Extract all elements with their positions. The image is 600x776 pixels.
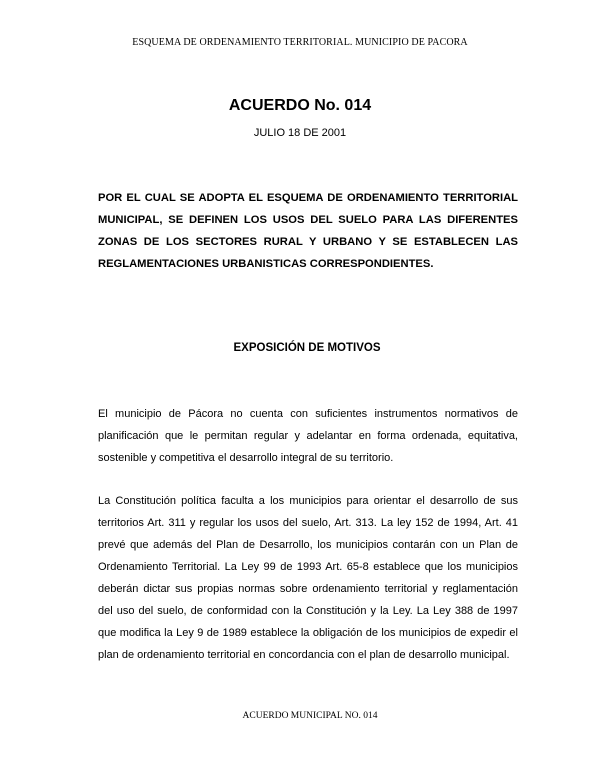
page-footer: ACUERDO MUNICIPAL NO. 014 xyxy=(242,711,378,721)
document-purpose: POR EL CUAL SE ADOPTA EL ESQUEMA DE ORDENAMIENTO TERRITORIAL MUNICIPAL, SE DEFINEN LOS USOS DEL SUELO PARA LAS DIFERENTES ZONAS DE LOS SECTORES RURAL Y URBANO Y SE ESTABLECEN LAS REGLAMENTACIONES URBANISTICAS CORRESPONDIENTES. xyxy=(98,192,518,270)
document-date: JULIO 18 DE 2001 xyxy=(253,127,347,139)
paragraph: El municipio de Pácora no cuenta con suficientes instrumentos normativos de planificación que le permitan regular y adelantar en forma ordenada, equitativa, sostenible y competitiva el desarrollo integral de su territorio. xyxy=(98,408,518,464)
section-heading: EXPOSICIÓN DE MOTIVOS xyxy=(233,342,381,354)
paragraph: La Constitución política faculta a los municipios para orientar el desarrollo de sus territorios Art. 311 y regular los usos del suelo, Art. 313. La ley 152 de 1994, Art. 41 prevé que además del Plan de Desarrollo, los municipios contarán con un Plan de Ordenamiento Territorial. La Ley 99 de 1993 Art. 65-8 establece que los municipios deberán dictar sus propias normas sobre ordenamiento territorial y reglamentación del uso del suelo, de conformidad con la Constitución y la Ley. La Ley 388 de 1997 que modifica la Ley 9 de 1989 establece la obligación de los municipios de expedir el plan de ordenamiento territorial en concordancia con el plan de desarrollo municipal. xyxy=(98,495,518,661)
document-title: ACUERDO No. 014 xyxy=(228,97,372,114)
page-header: ESQUEMA DE ORDENAMIENTO TERRITORIAL. MUNICIPIO DE PACORA xyxy=(132,37,468,48)
